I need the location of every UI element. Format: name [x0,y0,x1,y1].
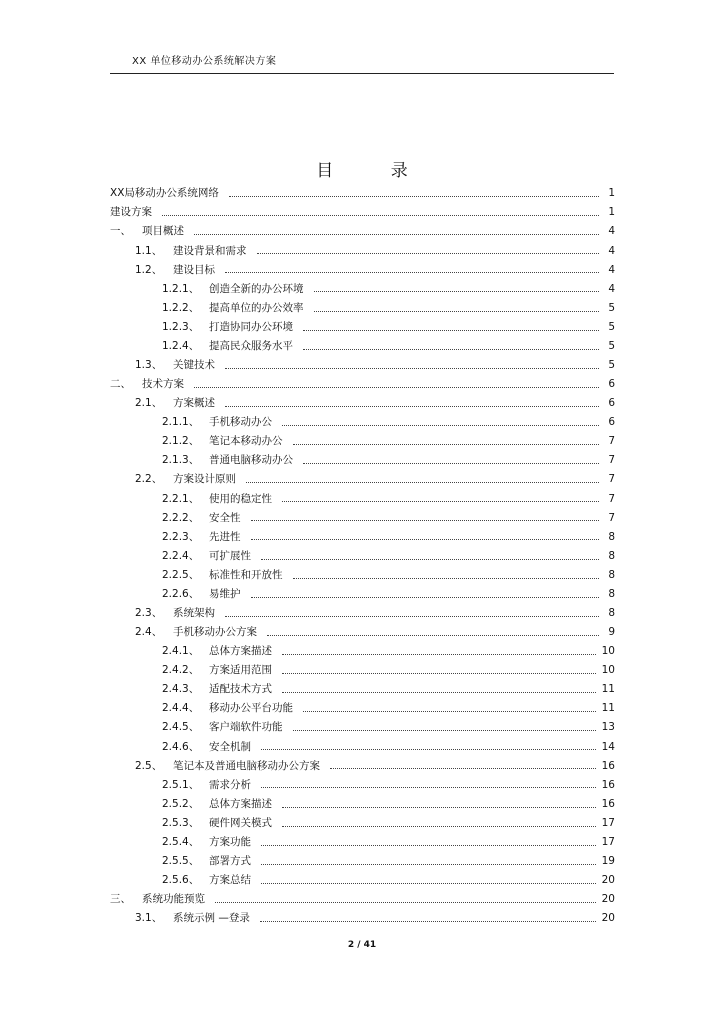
toc-entry-title: 手机移动办公方案 [173,626,257,639]
toc-entry-number: 二、 [110,378,131,391]
toc-entry-page: 5 [608,301,615,314]
toc-entry-title: 移动办公平台功能 [209,702,293,715]
toc-entry-number: 1.2.4、 [162,339,200,352]
toc-entry-number: 2.5.4、 [162,835,200,848]
toc-entry-page: 8 [608,549,615,562]
toc-entry[interactable] [110,470,615,489]
toc-entry[interactable] [110,241,615,260]
toc-entry-title: 建设方案 [110,206,152,219]
toc-entry-number: 3.1、 [135,912,163,925]
toc-entry-title: 提高民众服务水平 [209,339,293,352]
dot-leader [229,196,599,197]
toc-entry-number: 2.5、 [135,759,163,772]
toc-entry[interactable] [110,356,615,375]
dot-leader [282,501,599,502]
toc-entry-number: 2.5.1、 [162,778,200,791]
toc-entry-title: 标准性和开放性 [209,568,283,581]
toc-entry[interactable] [110,795,615,814]
toc-entry-page: 4 [608,225,615,238]
toc-entry-number: 2.1.3、 [162,454,200,467]
toc-entry-title: XX局移动办公系统网络 [110,187,219,200]
toc-entry-title: 方案总结 [209,874,251,887]
toc-entry-title: 建设目标 [173,263,215,276]
toc-entry-title: 方案设计原则 [173,473,236,486]
toc-entry[interactable] [110,756,615,775]
toc-entry[interactable] [110,699,615,718]
toc-entry-page: 6 [608,416,615,429]
toc-entry-page: 5 [608,358,615,371]
toc-entry[interactable] [110,775,615,794]
toc-entry-number: 1.2、 [135,263,163,276]
toc-entry-number: 2.4.3、 [162,683,200,696]
toc-list [110,184,615,928]
toc-entry[interactable] [110,890,615,909]
toc-entry-page: 8 [608,607,615,619]
dot-leader [282,807,596,808]
toc-entry-number: 一、 [110,225,131,238]
toc-entry-page: 17 [601,816,615,829]
toc-entry-number: 2.4.1、 [162,645,200,658]
dot-leader [162,215,599,216]
toc-entry[interactable] [110,203,615,222]
toc-entry-number: 2.2、 [135,473,163,486]
toc-entry-number: 2.1.1、 [162,416,200,429]
toc-entry-title: 建设背景和需求 [173,244,247,257]
toc-entry-number: 2.5.5、 [162,855,200,868]
toc-entry[interactable] [110,585,615,604]
dot-leader [330,768,596,769]
toc-entry[interactable] [110,432,615,451]
toc-entry-number: 2.2.6、 [162,587,200,600]
toc-entry-page: 17 [601,835,615,848]
toc-entry-page: 8 [608,530,615,543]
toc-entry-page: 7 [608,473,615,486]
toc-entry-title: 使用的稳定性 [209,492,272,505]
toc-entry-title: 技术方案 [142,378,184,391]
toc-entry[interactable] [110,222,615,241]
toc-entry-title: 笔记本及普通电脑移动办公方案 [173,759,320,772]
toc-entry-title: 笔记本移动办公 [209,435,283,448]
dot-leader [303,349,599,350]
toc-entry[interactable] [110,909,615,928]
dot-leader [260,921,596,922]
dot-leader [282,826,596,827]
toc-entry-page: 10 [601,645,615,658]
toc-entry-page: 16 [601,759,615,772]
toc-entry-title: 部署方式 [209,855,251,868]
toc-entry-title: 普通电脑移动办公 [209,454,293,467]
dot-leader [314,311,600,312]
dot-leader [282,692,596,693]
dot-leader [282,425,599,426]
toc-entry-page: 5 [608,320,615,333]
toc-entry-title: 总体方案描述 [209,797,272,810]
toc-entry-number: 2.4.4、 [162,702,200,715]
toc-entry-page: 1 [608,206,615,219]
running-header: XX 单位移动办公系统解决方案 [132,56,277,67]
toc-entry-number: 2.1、 [135,397,163,410]
toc-entry-page: 9 [608,626,615,639]
dot-leader [282,673,596,674]
toc-entry[interactable] [110,318,615,337]
toc-entry[interactable] [110,852,615,871]
toc-entry-page: 1 [608,187,615,200]
dot-leader [261,749,596,750]
toc-entry-title: 硬件网关模式 [209,816,272,829]
toc-entry-page: 4 [608,244,615,257]
toc-entry-page: 5 [608,339,615,352]
toc-entry[interactable] [110,604,615,623]
toc-entry-title: 关键技术 [173,358,215,371]
toc-entry-number: 2.5.6、 [162,874,200,887]
toc-entry[interactable] [110,623,615,642]
toc-entry[interactable] [110,814,615,833]
toc-entry-number: 2.5.2、 [162,797,200,810]
toc-entry[interactable] [110,680,615,699]
dot-leader [293,578,600,579]
dot-leader [261,883,596,884]
toc-entry-title: 总体方案描述 [209,645,272,658]
toc-entry-page: 11 [601,702,615,715]
dot-leader [261,845,596,846]
toc-entry-title: 系统功能预览 [142,893,205,906]
toc-entry-title: 提高单位的办公效率 [209,301,304,314]
toc-entry-title: 可扩展性 [209,549,251,562]
toc-entry[interactable] [110,184,615,203]
toc-entry-title: 项目概述 [142,225,184,238]
dot-leader [194,234,599,235]
toc-entry-title: 需求分析 [209,778,251,791]
toc-entry[interactable] [110,566,615,585]
toc-entry-number: 2.2.1、 [162,492,200,505]
toc-entry[interactable] [110,833,615,852]
toc-entry[interactable] [110,737,615,756]
toc-entry-title: 方案适用范围 [209,664,272,677]
toc-entry[interactable] [110,661,615,680]
toc-entry-page: 6 [608,397,615,410]
toc-entry-number: 2.2.5、 [162,568,200,581]
dot-leader [246,482,599,483]
toc-entry-title: 安全性 [209,511,241,524]
toc-entry-page: 7 [608,492,615,505]
toc-entry-title: 客户端软件功能 [209,721,283,734]
toc-entry-page: 20 [601,874,615,887]
toc-title: 目 录 [316,161,434,181]
toc-entry[interactable] [110,508,615,527]
toc-entry-title: 方案功能 [209,835,251,848]
toc-entry-number: 1.2.3、 [162,320,200,333]
header-divider [110,73,614,74]
toc-entry[interactable] [110,718,615,737]
toc-entry-page: 4 [608,263,615,276]
toc-entry-number: 2.4.6、 [162,740,200,753]
dot-leader [261,864,596,865]
dot-leader [293,730,596,731]
toc-entry-title: 系统架构 [173,607,215,619]
dot-leader [225,368,599,369]
toc-entry-page: 13 [601,721,615,734]
toc-entry-number: 2.3、 [135,607,163,619]
dot-leader [257,253,600,254]
toc-entry-page: 16 [601,797,615,810]
dot-leader [261,787,596,788]
toc-entry-number: 1.2.1、 [162,282,200,295]
toc-entry[interactable] [110,546,615,565]
toc-entry-page: 4 [608,282,615,295]
toc-entry-title: 安全机制 [209,740,251,753]
dot-leader [261,559,599,560]
toc-entry-number: 2.5.3、 [162,816,200,829]
toc-entry-number: 2.2.4、 [162,549,200,562]
toc-entry-page: 7 [608,511,615,524]
toc-entry[interactable] [110,871,615,890]
toc-entry-title: 创造全新的办公环境 [209,282,304,295]
toc-entry[interactable] [110,394,615,413]
toc-entry-title: 适配技术方式 [209,683,272,696]
dot-leader [267,635,599,636]
dot-leader [251,597,600,598]
toc-entry[interactable] [110,489,615,508]
toc-entry-page: 10 [601,664,615,677]
toc-entry-title: 手机移动办公 [209,416,272,429]
dot-leader [194,387,599,388]
toc-entry-page: 20 [601,893,615,906]
toc-entry[interactable] [110,642,615,661]
dot-leader [293,444,600,445]
toc-entry-number: 2.2.2、 [162,511,200,524]
toc-entry-page: 7 [608,435,615,448]
dot-leader [225,406,599,407]
dot-leader [303,463,599,464]
toc-entry-title: 易维护 [209,587,241,600]
dot-leader [251,520,600,521]
toc-entry[interactable] [110,298,615,317]
toc-entry-page: 6 [608,378,615,391]
dot-leader [225,616,599,617]
dot-leader [225,272,599,273]
page-number: 2 / 41 [347,940,377,950]
toc-entry-title: 系统示例 —登录 [173,912,250,925]
toc-entry-page: 20 [601,912,615,925]
dot-leader [314,291,600,292]
toc-entry[interactable] [110,451,615,470]
toc-entry-title: 打造协同办公环境 [209,320,293,333]
toc-entry-number: 1.2.2、 [162,301,200,314]
toc-entry-page: 14 [601,740,615,753]
dot-leader [251,539,600,540]
toc-entry-title: 先进性 [209,530,241,543]
dot-leader [282,654,596,655]
toc-entry-number: 三、 [110,893,131,906]
toc-entry-page: 7 [608,454,615,467]
toc-entry[interactable] [110,375,615,394]
toc-entry[interactable] [110,527,615,546]
toc-entry-number: 2.4.5、 [162,721,200,734]
dot-leader [303,711,596,712]
toc-entry-number: 1.1、 [135,244,163,257]
toc-entry[interactable] [110,337,615,356]
dot-leader [303,330,599,331]
toc-entry-page: 11 [601,683,615,696]
toc-entry-number: 2.2.3、 [162,530,200,543]
toc-entry-page: 8 [608,568,615,581]
toc-entry-page: 8 [608,587,615,600]
dot-leader [215,902,596,903]
toc-entry[interactable] [110,279,615,298]
toc-entry[interactable] [110,260,615,279]
toc-entry[interactable] [110,413,615,432]
toc-entry-title: 方案概述 [173,397,215,410]
toc-entry-number: 2.4.2、 [162,664,200,677]
toc-entry-number: 1.3、 [135,358,163,371]
toc-entry-page: 16 [601,778,615,791]
toc-entry-page: 19 [601,855,615,868]
toc-entry-number: 2.1.2、 [162,435,200,448]
toc-entry-number: 2.4、 [135,626,163,639]
